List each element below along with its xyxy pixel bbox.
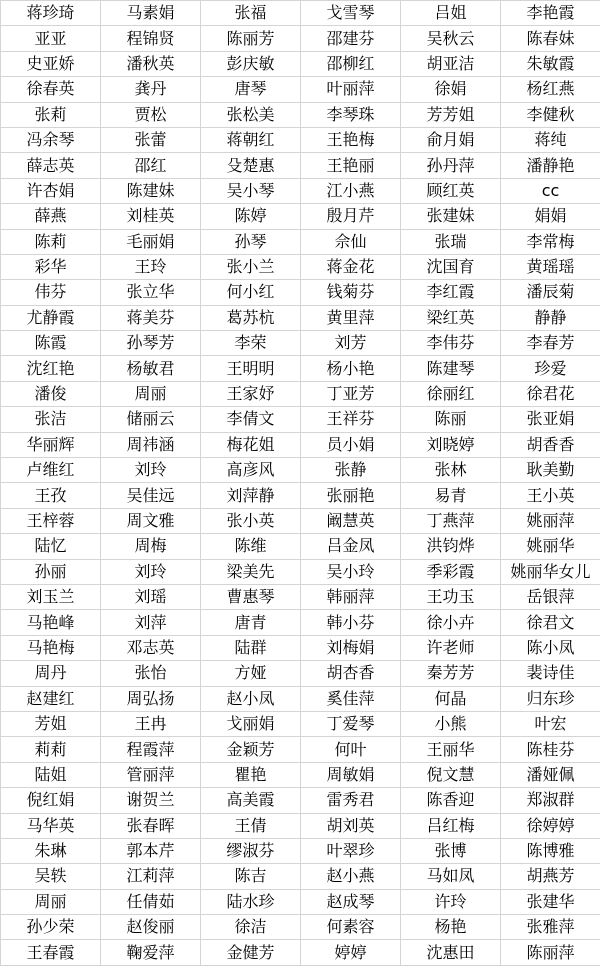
table-cell[interactable]: 蒋金花 — [301, 254, 401, 279]
table-cell[interactable]: 王祥芬 — [301, 407, 401, 432]
table-cell[interactable]: 胡亚洁 — [401, 51, 501, 76]
table-cell[interactable]: 李春芳 — [501, 331, 600, 356]
table-row — [1, 331, 600, 356]
table-cell[interactable]: 薛志英 — [1, 153, 101, 178]
table-cell[interactable]: 杨艳 — [401, 915, 501, 940]
table-cell[interactable]: 吕金凤 — [301, 534, 401, 559]
table-cell[interactable]: 易青 — [401, 483, 501, 508]
table-cell[interactable]: 王明明 — [201, 356, 301, 381]
table-cell[interactable]: 韩丽萍 — [301, 584, 401, 609]
table-cell[interactable]: 梁红英 — [401, 305, 501, 330]
table-cell[interactable]: 李红霞 — [401, 280, 501, 305]
table-cell[interactable]: 许杏娟 — [1, 178, 101, 203]
table-cell[interactable]: 黄里萍 — [301, 305, 401, 330]
table-row — [1, 940, 600, 965]
table-cell[interactable]: 耿美勤 — [501, 458, 600, 483]
table-cell[interactable]: 吴轶 — [1, 864, 101, 889]
table-cell[interactable]: 雷秀君 — [301, 788, 401, 813]
table-row — [1, 508, 600, 533]
table-cell[interactable]: 裴诗佳 — [501, 661, 600, 686]
table-cell[interactable]: 黄瑶瑶 — [501, 254, 600, 279]
table-cell[interactable]: 周丽 — [1, 889, 101, 914]
table-cell[interactable]: 刘梅娟 — [301, 635, 401, 660]
table-cell[interactable]: 杨红燕 — [501, 77, 600, 102]
table-cell[interactable]: 吴小琴 — [201, 178, 301, 203]
table-cell[interactable]: 王春霞 — [1, 940, 101, 965]
table-cell[interactable]: 江莉萍 — [101, 864, 201, 889]
table-cell[interactable]: 徐小卉 — [401, 610, 501, 635]
table-cell[interactable]: 何小红 — [201, 280, 301, 305]
table-cell[interactable]: 任倩茹 — [101, 889, 201, 914]
table-cell[interactable]: 珍爱 — [501, 356, 600, 381]
table-cell[interactable]: 朱琳 — [1, 838, 101, 863]
table-cell[interactable]: 张丽艳 — [301, 483, 401, 508]
table-cell[interactable]: 陈建琴 — [401, 356, 501, 381]
table-cell[interactable]: 潘秋英 — [101, 51, 201, 76]
table-cell[interactable]: 卢维红 — [1, 458, 101, 483]
table-cell[interactable]: 李琴珠 — [301, 102, 401, 127]
table-row — [1, 77, 600, 102]
table-cell[interactable]: 张怡 — [101, 661, 201, 686]
table-cell[interactable]: 徐君花 — [501, 381, 600, 406]
table-cell[interactable]: 金颖芳 — [201, 737, 301, 762]
table-cell[interactable]: 史亚娇 — [1, 51, 101, 76]
table-cell[interactable]: 陈霞 — [1, 331, 101, 356]
table-cell[interactable]: 马艳梅 — [1, 635, 101, 660]
table-cell[interactable]: 赵小凤 — [201, 686, 301, 711]
table-cell[interactable]: 刘玉兰 — [1, 584, 101, 609]
table-row — [1, 635, 600, 660]
table-cell[interactable]: 马华英 — [1, 813, 101, 838]
table-row — [1, 534, 600, 559]
table-row — [1, 458, 600, 483]
table-cell[interactable]: 潘娅佩 — [501, 762, 600, 787]
table-cell[interactable]: 金健芳 — [201, 940, 301, 965]
table-row — [1, 229, 600, 254]
table-cell[interactable]: 顾红英 — [401, 178, 501, 203]
table-cell[interactable]: 刘玲 — [101, 458, 201, 483]
table-cell[interactable]: 蒋朝红 — [201, 127, 301, 152]
table-cell[interactable]: 静静 — [501, 305, 600, 330]
table-cell[interactable]: 佘仙 — [301, 229, 401, 254]
table-row — [1, 686, 600, 711]
table-cell[interactable]: 梅花姐 — [201, 432, 301, 457]
table-cell[interactable]: 程霞萍 — [101, 737, 201, 762]
table-row — [1, 915, 600, 940]
table-cell[interactable]: 胡杏香 — [301, 661, 401, 686]
table-cell[interactable]: 李伟芬 — [401, 331, 501, 356]
table-cell[interactable]: 杨小艳 — [301, 356, 401, 381]
table-cell[interactable]: 王冉 — [101, 711, 201, 736]
table-cell[interactable]: 婷婷 — [301, 940, 401, 965]
table-row — [1, 51, 600, 76]
table-cell[interactable]: 冯余琴 — [1, 127, 101, 152]
table-row — [1, 737, 600, 762]
table-cell[interactable]: 陈桂芬 — [501, 737, 600, 762]
table-cell[interactable]: 陈丽芳 — [201, 26, 301, 51]
table-cell[interactable]: 陆忆 — [1, 534, 101, 559]
table-cell[interactable]: 程锦贤 — [101, 26, 201, 51]
table-cell[interactable]: 刘玲 — [101, 559, 201, 584]
table-cell[interactable]: 李常梅 — [501, 229, 600, 254]
table-cell[interactable]: 何晶 — [401, 686, 501, 711]
table-cell[interactable]: 孙琴 — [201, 229, 301, 254]
table-cell[interactable]: 马素娟 — [101, 1, 201, 26]
table-cell[interactable]: 李艳霞 — [501, 1, 600, 26]
table-cell[interactable]: 孙丽 — [1, 559, 101, 584]
table-cell[interactable]: 刘芳 — [301, 331, 401, 356]
table-cell[interactable]: 殷月芹 — [301, 204, 401, 229]
table-cell[interactable]: 许玲 — [401, 889, 501, 914]
table-cell[interactable]: 徐春英 — [1, 77, 101, 102]
table-row — [1, 838, 600, 863]
table-cell[interactable]: 唐青 — [201, 610, 301, 635]
table-cell[interactable]: 毛丽娟 — [101, 229, 201, 254]
table-cell[interactable]: 马艳峰 — [1, 610, 101, 635]
table-cell[interactable]: 陈春妹 — [501, 26, 600, 51]
table-cell[interactable]: 李荣 — [201, 331, 301, 356]
table-row — [1, 26, 600, 51]
table-cell[interactable]: 陈博雅 — [501, 838, 600, 863]
table-cell[interactable]: 郭本芹 — [101, 838, 201, 863]
table-cell[interactable]: 徐丽红 — [401, 381, 501, 406]
table-row — [1, 127, 600, 152]
table-row — [1, 762, 600, 787]
table-cell[interactable]: 江小燕 — [301, 178, 401, 203]
table-cell[interactable]: 王倩 — [201, 813, 301, 838]
table-cell[interactable]: 陈丽萍 — [501, 940, 600, 965]
table-cell[interactable]: 赵建红 — [1, 686, 101, 711]
table-cell[interactable]: 叶宏 — [501, 711, 600, 736]
table-cell[interactable]: 刘萍静 — [201, 483, 301, 508]
table-cell[interactable]: 陈婷 — [201, 204, 301, 229]
table-cell[interactable]: 杨敏君 — [101, 356, 201, 381]
table-cell[interactable]: 王艳梅 — [301, 127, 401, 152]
table-cell[interactable]: 孙丹萍 — [401, 153, 501, 178]
table-cell[interactable]: 张建妹 — [401, 204, 501, 229]
table-cell[interactable]: 王功玉 — [401, 584, 501, 609]
table-cell[interactable]: 周弘扬 — [101, 686, 201, 711]
table-cell[interactable]: 周丽 — [101, 381, 201, 406]
table-cell[interactable]: 归东珍 — [501, 686, 600, 711]
table-cell[interactable]: 王丽华 — [401, 737, 501, 762]
table-cell[interactable]: 姚丽华 — [501, 534, 600, 559]
table-cell[interactable]: 刘桂英 — [101, 204, 201, 229]
table-cell[interactable]: 张小兰 — [201, 254, 301, 279]
table-cell[interactable]: 朱敏霞 — [501, 51, 600, 76]
table-cell[interactable]: 储丽云 — [101, 407, 201, 432]
table-row — [1, 483, 600, 508]
table-cell[interactable]: 钱菊芬 — [301, 280, 401, 305]
table-cell[interactable]: 吕红梅 — [401, 813, 501, 838]
table-cell[interactable]: 陈维 — [201, 534, 301, 559]
table-cell[interactable]: 张春晖 — [101, 813, 201, 838]
table-cell[interactable]: 张洁 — [1, 407, 101, 432]
table-cell[interactable]: 张博 — [401, 838, 501, 863]
table-row — [1, 356, 600, 381]
table-cell[interactable]: 刘晓婷 — [401, 432, 501, 457]
table-cell[interactable]: 邵红 — [101, 153, 201, 178]
table-cell[interactable]: 邵建芬 — [301, 26, 401, 51]
table-cell[interactable]: 周敏娟 — [301, 762, 401, 787]
table-cell[interactable]: 丁亚芳 — [301, 381, 401, 406]
table-cell[interactable]: 张蕾 — [101, 127, 201, 152]
table-cell[interactable]: 邓志英 — [101, 635, 201, 660]
table-cell[interactable]: 刘萍 — [101, 610, 201, 635]
table-row — [1, 610, 600, 635]
table-cell[interactable]: 鞠爱萍 — [101, 940, 201, 965]
table-cell[interactable]: 张亚娟 — [501, 407, 600, 432]
table-cell[interactable]: 邵柳红 — [301, 51, 401, 76]
table-cell[interactable]: 张建华 — [501, 889, 600, 914]
table-cell[interactable]: 张瑞 — [401, 229, 501, 254]
table-cell[interactable]: 马如凤 — [401, 864, 501, 889]
table-cell[interactable]: 张松美 — [201, 102, 301, 127]
table-cell[interactable]: 王玲 — [101, 254, 201, 279]
table-cell[interactable]: 胡香香 — [501, 432, 600, 457]
table-cell[interactable]: 刘瑶 — [101, 584, 201, 609]
table-cell[interactable]: 赵小燕 — [301, 864, 401, 889]
table-row — [1, 864, 600, 889]
table-cell[interactable]: 秦芳芳 — [401, 661, 501, 686]
table-cell[interactable]: 王梓蓉 — [1, 508, 101, 533]
table-cell[interactable]: 彭庆敏 — [201, 51, 301, 76]
table-cell[interactable]: 张立华 — [101, 280, 201, 305]
table-cell[interactable]: 张静 — [301, 458, 401, 483]
table-cell[interactable]: 戈雪琴 — [301, 1, 401, 26]
table-cell[interactable]: 洪钧烨 — [401, 534, 501, 559]
table-cell[interactable]: 张莉 — [1, 102, 101, 127]
table-cell[interactable]: 赵俊丽 — [101, 915, 201, 940]
table-cell[interactable]: 沈红艳 — [1, 356, 101, 381]
table-cell[interactable]: 李倩文 — [201, 407, 301, 432]
table-cell[interactable]: 吴秋云 — [401, 26, 501, 51]
table-cell[interactable]: 孙少荣 — [1, 915, 101, 940]
table-cell[interactable]: 谢贺兰 — [101, 788, 201, 813]
table-cell[interactable]: 周梅 — [101, 534, 201, 559]
table-cell[interactable]: 王家妤 — [201, 381, 301, 406]
table-cell[interactable]: 奚佳萍 — [301, 686, 401, 711]
table-row — [1, 559, 600, 584]
table-row — [1, 407, 600, 432]
table-row — [1, 813, 600, 838]
table-cell[interactable]: 王小英 — [501, 483, 600, 508]
table-cell[interactable]: 倪红娟 — [1, 788, 101, 813]
table-cell[interactable]: 彩华 — [1, 254, 101, 279]
table-cell[interactable]: 沈惠田 — [401, 940, 501, 965]
table-cell[interactable]: 张小英 — [201, 508, 301, 533]
table-cell[interactable]: 胡燕芳 — [501, 864, 600, 889]
table-cell[interactable]: 陈吉 — [201, 864, 301, 889]
table-cell[interactable]: 阚慧英 — [301, 508, 401, 533]
table-row — [1, 584, 600, 609]
table-cell[interactable]: 周文雅 — [101, 508, 201, 533]
table-cell[interactable]: 周丹 — [1, 661, 101, 686]
table-cell[interactable]: 小熊 — [401, 711, 501, 736]
table-cell[interactable]: 陈香迎 — [401, 788, 501, 813]
table-row — [1, 889, 600, 914]
table-cell[interactable]: 莉莉 — [1, 737, 101, 762]
table-cell[interactable]: 张福 — [201, 1, 301, 26]
table-cell[interactable]: 吴小玲 — [301, 559, 401, 584]
table-cell[interactable]: 叶翠珍 — [301, 838, 401, 863]
table-cell[interactable]: 管丽萍 — [101, 762, 201, 787]
table-cell[interactable]: 沈国育 — [401, 254, 501, 279]
table-cell[interactable]: 徐洁 — [201, 915, 301, 940]
table-cell[interactable]: 李健秋 — [501, 102, 600, 127]
table-cell[interactable]: 何素容 — [301, 915, 401, 940]
table-cell[interactable]: 丁燕萍 — [401, 508, 501, 533]
table-cell[interactable]: 潘俊 — [1, 381, 101, 406]
table-cell[interactable]: 戈丽娟 — [201, 711, 301, 736]
table-cell[interactable]: 殳楚惠 — [201, 153, 301, 178]
table-cell[interactable]: 芳姐 — [1, 711, 101, 736]
table-cell[interactable]: 芳芳姐 — [401, 102, 501, 127]
table-cell[interactable]: 高美霞 — [201, 788, 301, 813]
table-cell[interactable]: 潘静艳 — [501, 153, 600, 178]
table-cell[interactable]: 亚亚 — [1, 26, 101, 51]
table-row — [1, 102, 600, 127]
table-cell[interactable]: 伟芬 — [1, 280, 101, 305]
table-row — [1, 204, 600, 229]
table-row — [1, 788, 600, 813]
table-cell[interactable]: 葛苏杭 — [201, 305, 301, 330]
table-cell[interactable]: 韩小芬 — [301, 610, 401, 635]
table-cell[interactable]: 蒋美芬 — [101, 305, 201, 330]
table-cell[interactable]: 缪淑芬 — [201, 838, 301, 863]
table-row — [1, 254, 600, 279]
table-cell[interactable]: 何叶 — [301, 737, 401, 762]
table-cell[interactable]: 张林 — [401, 458, 501, 483]
table-row — [1, 280, 600, 305]
table-row — [1, 1, 600, 26]
table-cell[interactable]: 季彩霞 — [401, 559, 501, 584]
table-cell[interactable]: 叶丽萍 — [301, 77, 401, 102]
table-cell[interactable]: 许老师 — [401, 635, 501, 660]
table-cell[interactable]: 徐婷婷 — [501, 813, 600, 838]
table-cell[interactable]: 倪文慧 — [401, 762, 501, 787]
table-cell[interactable]: 蒋珍琦 — [1, 1, 101, 26]
table-cell[interactable]: 陈小凤 — [501, 635, 600, 660]
table-cell[interactable]: 曹惠琴 — [201, 584, 301, 609]
table-cell[interactable]: 员小娟 — [301, 432, 401, 457]
table-cell[interactable]: 姚丽华女儿 — [501, 559, 600, 584]
table-cell[interactable]: 龚丹 — [101, 77, 201, 102]
table-cell[interactable]: 赵成琴 — [301, 889, 401, 914]
table-cell[interactable]: 陈丽 — [401, 407, 501, 432]
table-row — [1, 661, 600, 686]
table-cell[interactable]: 胡刘英 — [301, 813, 401, 838]
table-cell[interactable]: 徐君文 — [501, 610, 600, 635]
table-cell[interactable]: 陆水珍 — [201, 889, 301, 914]
table-cell[interactable]: 梁美先 — [201, 559, 301, 584]
table-cell[interactable]: 贾松 — [101, 102, 201, 127]
table-row — [1, 381, 600, 406]
table-row — [1, 711, 600, 736]
table-cell[interactable]: 瞿艳 — [201, 762, 301, 787]
table-cell[interactable]: 华丽辉 — [1, 432, 101, 457]
table-cell[interactable]: 周祎涵 — [101, 432, 201, 457]
table-cell[interactable]: 姚丽萍 — [501, 508, 600, 533]
table-cell[interactable]: 薛燕 — [1, 204, 101, 229]
table-cell[interactable]: 唐琴 — [201, 77, 301, 102]
table-cell[interactable]: 蒋纯 — [501, 127, 600, 152]
table-cell[interactable]: 尤静霞 — [1, 305, 101, 330]
table-cell[interactable]: 潘辰菊 — [501, 280, 600, 305]
table-row — [1, 153, 600, 178]
table-cell[interactable]: 方娅 — [201, 661, 301, 686]
table-cell[interactable]: 吕姐 — [401, 1, 501, 26]
table-cell[interactable]: 陈莉 — [1, 229, 101, 254]
table-cell[interactable]: 陆群 — [201, 635, 301, 660]
table-cell[interactable]: 孙琴芳 — [101, 331, 201, 356]
table-cell[interactable]: 张雅萍 — [501, 915, 600, 940]
table-row — [1, 178, 600, 203]
table-cell[interactable]: cc — [501, 178, 600, 203]
table-cell[interactable]: 吴佳远 — [101, 483, 201, 508]
table-cell[interactable]: 陈建妹 — [101, 178, 201, 203]
table-cell[interactable]: 王孜 — [1, 483, 101, 508]
table-cell[interactable]: 娟娟 — [501, 204, 600, 229]
table-row — [1, 432, 600, 457]
table-cell[interactable]: 陆姐 — [1, 762, 101, 787]
table-cell[interactable]: 丁爱琴 — [301, 711, 401, 736]
table-cell[interactable]: 徐娟 — [401, 77, 501, 102]
table-cell[interactable]: 俞月娟 — [401, 127, 501, 152]
table-cell[interactable]: 王艳丽 — [301, 153, 401, 178]
table-row — [1, 305, 600, 330]
table-cell[interactable]: 岳银萍 — [501, 584, 600, 609]
table-cell[interactable]: 高彦风 — [201, 458, 301, 483]
table-cell[interactable]: 郑淑群 — [501, 788, 600, 813]
grid-body — [1, 1, 600, 966]
